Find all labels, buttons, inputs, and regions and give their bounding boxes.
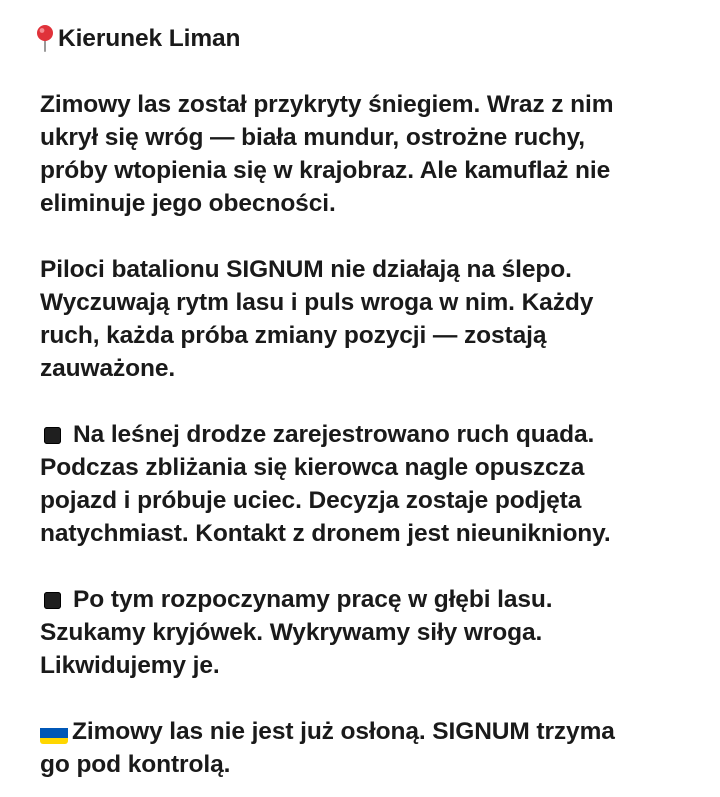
paragraph-line: Szukamy kryjówek. Wykrywamy siły wroga.	[40, 619, 543, 646]
paragraph-line: Piloci batalionu SIGNUM nie działają na ślepo.	[40, 256, 572, 283]
paragraph-line: ukrył się wróg — biała mundur, ostrożne ruchy,	[40, 124, 585, 151]
paragraph-line: Zimowy las nie jest już osłoną. SIGNUM trzyma	[72, 718, 615, 745]
post-title-block	[40, 22, 700, 55]
paragraph-line: eliminuje jego obecności.	[40, 190, 336, 217]
round-pushpin-icon	[34, 24, 56, 52]
paragraph-line: próby wtopienia się w krajobraz. Ale kamuflaż nie	[40, 157, 611, 184]
paragraph-line: ruch, każda próba zmiany pozycji — zostają	[40, 322, 547, 349]
post-title: Kierunek Liman	[58, 25, 241, 52]
paragraph-line: Likwidujemy je.	[40, 652, 220, 679]
paragraph-line: Wyczuwają rytm lasu i puls wroga w nim. Każdy	[40, 289, 594, 316]
paragraph-line: Zimowy las został przykryty śniegiem. Wraz z nim	[40, 91, 614, 118]
paragraph-5	[40, 715, 700, 781]
paragraph-3	[40, 418, 700, 550]
paragraph-line: pojazd i próbuje uciec. Decyzja zostaje podjęta	[40, 487, 582, 514]
paragraph-2	[40, 253, 700, 385]
paragraph-4	[40, 583, 700, 682]
black-square-icon	[44, 427, 61, 444]
paragraph-line: natychmiast. Kontakt z dronem jest nieunikniony.	[40, 520, 611, 547]
ukraine-flag-icon	[40, 724, 68, 744]
paragraph-line: Podczas zbliżania się kierowca nagle opuszcza	[40, 454, 585, 481]
paragraph-line: Po tym rozpoczynamy pracę w głębi lasu.	[73, 586, 553, 613]
paragraph-line: Na leśnej drodze zarejestrowano ruch quada.	[73, 421, 595, 448]
paragraph-line: go pod kontrolą.	[40, 751, 231, 778]
paragraph-line: zauważone.	[40, 355, 176, 382]
black-square-icon	[44, 592, 61, 609]
paragraph-1	[40, 88, 700, 220]
post-message	[40, 22, 700, 781]
